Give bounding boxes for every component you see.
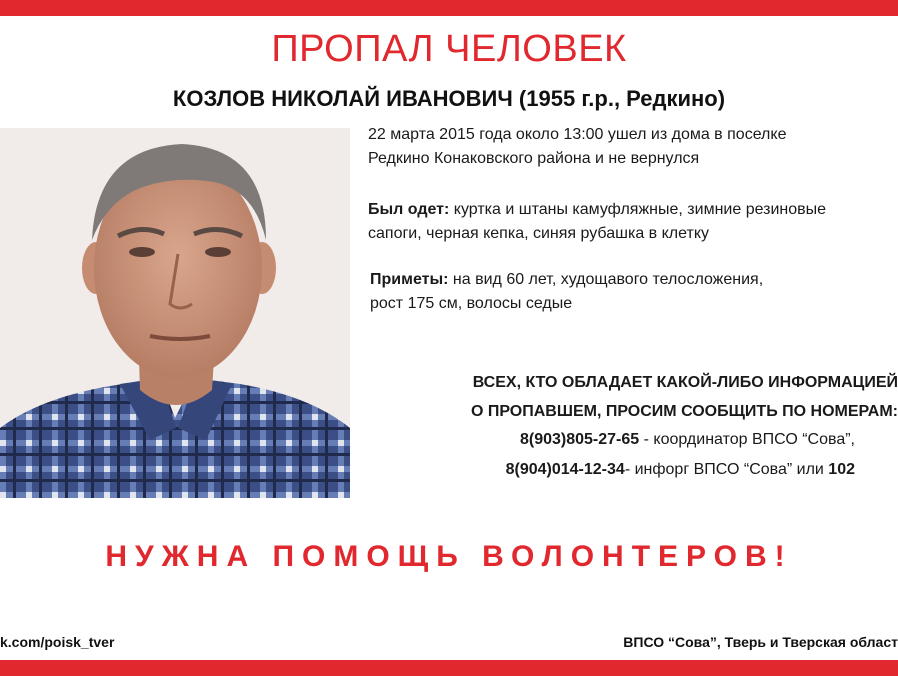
physical-signs: [370, 268, 898, 316]
appeal-line: ВСЕХ, КТО ОБЛАДАЕТ КАКОЙ-ЛИБО ИНФОРМАЦИЕЙ: [472, 374, 898, 391]
contact-role: - координатор ВПСО “Сова”,: [639, 431, 855, 448]
information-appeal: [355, 368, 898, 426]
contact-inforg: [355, 458, 855, 482]
clothing-description: [368, 198, 898, 246]
signs-label: Приметы:: [370, 271, 449, 288]
phone-number[interactable]: 8(903)805-27-65: [519, 431, 640, 448]
clothing-line: сапоги, черная кепка, синяя рубашка в клетку: [368, 225, 709, 242]
portrait-image: [0, 128, 350, 498]
signs-line: рост 175 см, волосы седые: [370, 295, 573, 312]
bottom-red-bar: [0, 660, 898, 676]
description-line: Редкино Конаковского района и не вернулся: [368, 150, 700, 167]
organization-credit: ВПСО “Сова”, Тверь и Тверская област: [623, 634, 898, 650]
contact-coordinator: [355, 428, 855, 452]
clothing-line: [368, 198, 898, 222]
top-red-bar: [0, 0, 898, 16]
clothing-label: Был одет:: [368, 201, 450, 218]
appeal-line: О ПРОПАВШЕМ, ПРОСИМ СООБЩИТЬ ПО НОМЕРАМ:: [470, 403, 898, 420]
disappearance-description: [368, 123, 898, 171]
signs-line: [370, 268, 898, 292]
social-link[interactable]: k.com/poisk_tver: [0, 634, 115, 650]
person-photo: [0, 128, 350, 498]
volunteers-needed-banner: НУЖНА ПОМОЩЬ ВОЛОНТЕРОВ!: [105, 540, 793, 573]
contact-role: - инфорг ВПСО “Сова” или: [624, 461, 829, 478]
poster-title: ПРОПАЛ ЧЕЛОВЕК: [271, 28, 627, 70]
clothing-text: куртка и штаны камуфляжные, зимние резиновые: [449, 201, 827, 218]
signs-text: на вид 60 лет, худощавого телосложения,: [448, 271, 764, 288]
phone-number[interactable]: 8(904)014-12-34: [505, 461, 625, 478]
emergency-number[interactable]: 102: [828, 461, 855, 478]
missing-person-name: КОЗЛОВ НИКОЛАЙ ИВАНОВИЧ (1955 г.р., Редкино): [172, 86, 726, 111]
description-line: 22 марта 2015 года около 13:00 ушел из дома в поселке: [368, 126, 787, 143]
